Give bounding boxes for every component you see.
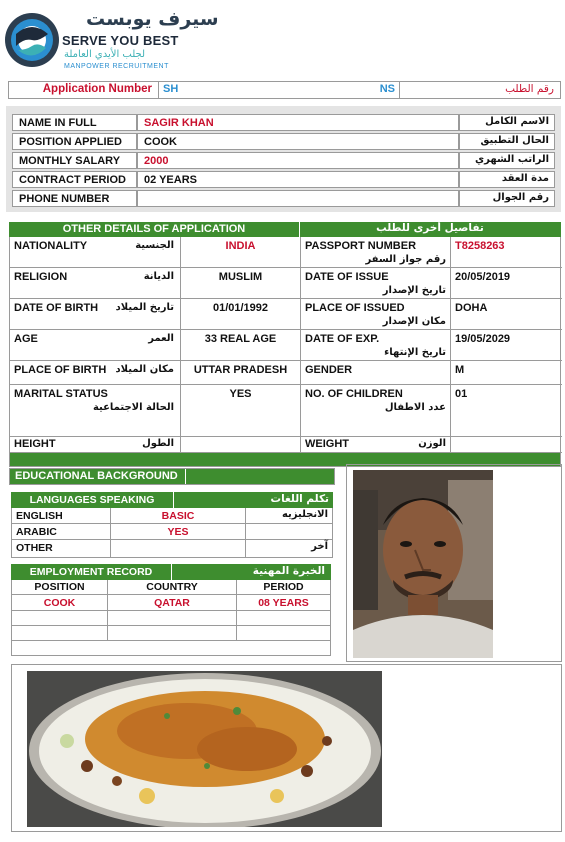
religion-label: RELIGION bbox=[14, 271, 68, 283]
applicant-photo bbox=[353, 470, 493, 658]
personal-row-position bbox=[12, 133, 555, 150]
employment-header-row bbox=[12, 580, 330, 595]
employment-body bbox=[11, 580, 331, 656]
personal-row-phone bbox=[12, 190, 555, 207]
details-row-religion bbox=[10, 268, 562, 299]
children-label: NO. OF CHILDREN bbox=[305, 388, 403, 400]
expiry-value: 19/05/2029 bbox=[455, 333, 511, 345]
phone-value bbox=[137, 190, 459, 207]
language-row bbox=[12, 524, 332, 540]
personal-row-name bbox=[12, 114, 555, 131]
nationality-label: NATIONALITY bbox=[14, 240, 88, 252]
personal-row-contract bbox=[12, 171, 555, 188]
children-cell bbox=[450, 385, 562, 436]
birthplace-label-arabic: مكان الميلاد bbox=[115, 364, 174, 375]
dob-label: DATE OF BIRTH bbox=[14, 302, 99, 314]
nationality-value: INDIA bbox=[225, 240, 256, 252]
application-code-left: SH bbox=[163, 83, 179, 95]
employment-position: COOK bbox=[43, 597, 76, 609]
brand-name-arabic: سيرف يوبست bbox=[86, 8, 219, 30]
dish-photo-frame bbox=[11, 664, 562, 832]
languages-title: LANGUAGES SPEAKING bbox=[29, 494, 155, 506]
divider bbox=[173, 492, 174, 508]
details-row-birthplace bbox=[10, 361, 562, 385]
education-title: EDUCATIONAL BACKGROUND bbox=[10, 469, 185, 484]
languages-body bbox=[11, 508, 333, 558]
other-details-header bbox=[9, 222, 561, 237]
brand-subtitle: MANPOWER RECRUITMENT bbox=[64, 63, 169, 70]
language-name: OTHER bbox=[16, 542, 53, 554]
employment-header bbox=[11, 564, 331, 580]
language-level bbox=[110, 540, 246, 557]
nationality-label-arabic: الجنسية bbox=[135, 240, 174, 251]
employment-title-arabic: الخبرة المهنية bbox=[252, 565, 325, 577]
birthplace-label: PLACE OF BIRTH bbox=[14, 364, 107, 376]
name-label: NAME IN FULL bbox=[12, 114, 137, 131]
dob-value: 01/01/1992 bbox=[212, 302, 269, 314]
name-value: SAGIR KHAN bbox=[137, 114, 459, 131]
employment-title: EMPLOYMENT RECORD bbox=[29, 566, 153, 578]
issue-date-cell bbox=[450, 268, 562, 298]
divider bbox=[399, 82, 400, 98]
children-value: 01 bbox=[455, 388, 468, 400]
employment-country bbox=[107, 611, 237, 626]
birthplace-cell bbox=[180, 361, 300, 384]
application-number-label: Application Number bbox=[9, 82, 159, 98]
salary-value: 2000 bbox=[137, 152, 459, 169]
height-label-arabic: الطول bbox=[142, 438, 174, 449]
position-value: COOK bbox=[137, 133, 459, 150]
place-issued-label-arabic: مكان الإصدار bbox=[382, 316, 446, 327]
language-name: ENGLISH bbox=[16, 510, 63, 522]
salary-label-arabic: الراتب الشهري bbox=[459, 152, 555, 169]
column-header-position: POSITION bbox=[34, 581, 85, 593]
place-issued-label-cell bbox=[300, 299, 450, 329]
contract-label-arabic: مدة العقد bbox=[459, 171, 555, 188]
contract-label: CONTRACT PERIOD bbox=[12, 171, 137, 188]
details-row-height bbox=[10, 437, 562, 453]
details-row-nationality bbox=[10, 237, 562, 268]
children-label-arabic: عدد الاطفال bbox=[384, 402, 446, 413]
place-issued-label: PLACE OF ISSUED bbox=[305, 302, 405, 314]
gender-label: GENDER bbox=[305, 364, 353, 376]
age-label: AGE bbox=[14, 333, 38, 345]
dish-photo bbox=[27, 671, 382, 827]
weight-label: WEIGHT bbox=[305, 438, 349, 450]
children-label-cell bbox=[300, 385, 450, 436]
application-number-row bbox=[8, 81, 561, 99]
other-details-title: OTHER DETAILS OF APPLICATION bbox=[62, 223, 246, 235]
passport-label: PASSPORT NUMBER bbox=[305, 240, 417, 252]
details-row-age bbox=[10, 330, 562, 361]
language-level: YES bbox=[110, 524, 246, 539]
details-row-marital bbox=[10, 385, 562, 437]
languages-header bbox=[11, 492, 333, 508]
company-logo bbox=[4, 12, 60, 68]
gender-label-cell bbox=[300, 361, 450, 384]
contract-value: 02 YEARS bbox=[137, 171, 459, 188]
marital-cell bbox=[180, 385, 300, 436]
brand-subtitle-arabic: لجلب الأيدي العاملة bbox=[64, 49, 146, 60]
weight-label-cell bbox=[300, 437, 450, 452]
height-label: HEIGHT bbox=[14, 438, 56, 450]
employment-row bbox=[12, 611, 330, 626]
weight-cell bbox=[450, 437, 562, 452]
nationality-cell bbox=[180, 237, 300, 267]
column-header-country: COUNTRY bbox=[107, 580, 237, 595]
language-name-arabic: آخر bbox=[311, 541, 328, 552]
language-name: ARABIC bbox=[16, 526, 57, 538]
religion-label-arabic: الديانة bbox=[143, 271, 174, 282]
language-row bbox=[12, 508, 332, 524]
age-value: 33 REAL AGE bbox=[204, 333, 277, 345]
language-name-arabic: الانجليزيه bbox=[281, 509, 328, 520]
personal-info-panel bbox=[6, 106, 561, 212]
expiry-cell bbox=[450, 330, 562, 360]
employment-row bbox=[12, 626, 330, 641]
dob-cell bbox=[180, 299, 300, 329]
name-label-arabic: الاسم الكامل bbox=[459, 114, 555, 131]
language-level: BASIC bbox=[110, 508, 246, 523]
weight-label-arabic: الوزن bbox=[418, 438, 446, 449]
applicant-photo-frame bbox=[346, 464, 562, 662]
age-label-arabic: العمر bbox=[148, 333, 174, 344]
issue-date-label-arabic: تاريخ الإصدار bbox=[382, 285, 446, 296]
height-cell bbox=[180, 437, 300, 452]
education-header-fill bbox=[186, 469, 334, 484]
marital-value: YES bbox=[229, 388, 252, 400]
language-row bbox=[12, 540, 332, 557]
salary-label: MONTHLY SALARY bbox=[12, 152, 137, 169]
employment-period: 08 YEARS bbox=[258, 597, 309, 609]
issue-date-label-cell bbox=[300, 268, 450, 298]
application-code-right: NS bbox=[379, 83, 395, 95]
marital-label-arabic: الحالة الاجتماعية bbox=[92, 402, 174, 413]
position-label-arabic: الحال التطبيق bbox=[459, 133, 555, 150]
personal-row-salary bbox=[12, 152, 555, 169]
passport-label-cell bbox=[300, 237, 450, 267]
phone-label: PHONE NUMBER bbox=[12, 190, 137, 207]
other-details-body bbox=[9, 237, 561, 467]
religion-cell bbox=[180, 268, 300, 298]
employment-country: QATAR bbox=[107, 595, 237, 611]
expiry-label: DATE OF EXP. bbox=[305, 333, 380, 345]
birthplace-value: UTTAR PRADESH bbox=[193, 364, 288, 376]
issue-date-value: 20/05/2019 bbox=[455, 271, 511, 283]
gender-value: M bbox=[455, 364, 465, 376]
details-row-dob bbox=[10, 299, 562, 330]
employment-row bbox=[12, 595, 330, 611]
phone-label-arabic: رقم الجوال bbox=[459, 190, 555, 207]
passport-value: T8258263 bbox=[455, 240, 505, 252]
dob-label-arabic: تاريخ الميلاد bbox=[115, 302, 174, 313]
marital-label: MARITAL STATUS bbox=[14, 388, 108, 400]
passport-label-arabic: رقم جواز السفر bbox=[365, 254, 446, 265]
expiry-label-cell bbox=[300, 330, 450, 360]
other-details-title-arabic: تفاصيل أخرى للطلب bbox=[376, 222, 484, 234]
expiry-label-arabic: تاريخ الإنتهاء bbox=[384, 347, 446, 358]
issue-date-label: DATE OF ISSUE bbox=[305, 271, 389, 283]
gender-cell bbox=[450, 361, 562, 384]
languages-title-arabic: تكلم اللغات bbox=[270, 493, 329, 505]
passport-cell bbox=[450, 237, 562, 267]
divider bbox=[171, 564, 172, 580]
position-label: POSITION APPLIED bbox=[12, 133, 137, 150]
place-issued-value: DOHA bbox=[455, 302, 488, 314]
employment-table bbox=[11, 564, 331, 656]
religion-value: MUSLIM bbox=[218, 271, 263, 283]
languages-table bbox=[11, 492, 333, 558]
place-issued-cell bbox=[450, 299, 562, 329]
age-cell bbox=[180, 330, 300, 360]
education-header bbox=[9, 468, 335, 485]
application-number-label-arabic: رقم الطلب bbox=[505, 83, 554, 95]
brand-name: SERVE YOU BEST bbox=[62, 33, 179, 48]
employment-country bbox=[107, 626, 237, 641]
column-header-period: PERIOD bbox=[263, 581, 304, 593]
